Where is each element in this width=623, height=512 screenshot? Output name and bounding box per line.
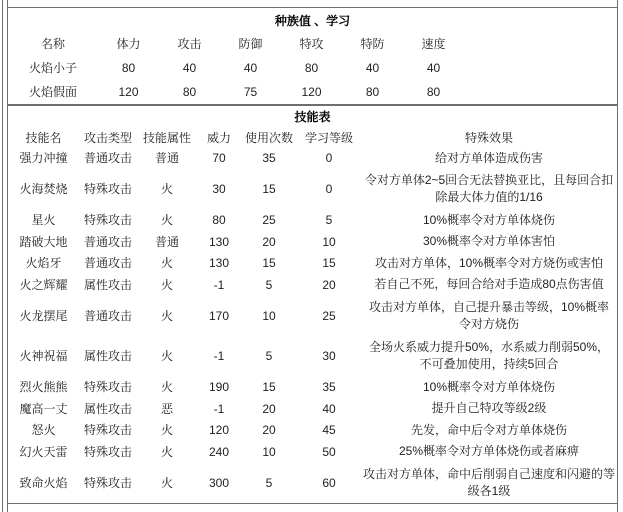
skills-row (8, 148, 617, 169)
power-cell: 190 (208, 380, 230, 395)
skills-row (8, 210, 617, 231)
learn-level-cell: 0 (325, 151, 333, 166)
skills-row (8, 274, 617, 295)
stats-cell-value: 75 (243, 85, 258, 100)
skills-column-header: 威力 (206, 130, 231, 145)
attack-type-cell: 普通攻击 (83, 234, 132, 249)
power-cell: 170 (208, 308, 230, 323)
stats-column-header: 体力 (116, 36, 141, 51)
attack-type-cell: 特殊攻击 (83, 475, 132, 490)
stats-section-title: 种族值 、学习 (274, 13, 351, 28)
stats-cell-name: 火焰假面 (28, 85, 77, 100)
stats-cell-value: 120 (301, 85, 322, 100)
attack-type-cell: 属性攻击 (83, 277, 132, 292)
stats-cell-name: 火焰小子 (28, 61, 77, 76)
skills-column-header: 技能名 (25, 130, 62, 145)
stats-row-filler (464, 56, 617, 80)
page-left-rule (2, 0, 3, 512)
uses-cell: 20 (262, 423, 276, 438)
learn-level-cell: 60 (322, 475, 336, 490)
stats-cell-value: 80 (121, 61, 136, 76)
uses-cell: 5 (265, 277, 273, 292)
stats-column-header: 攻击 (177, 36, 202, 51)
skills-row (8, 462, 617, 503)
special-effect-cell: 25%概率令对方单体烧伤或者麻痹 (398, 444, 580, 459)
skills-row (8, 169, 617, 210)
attack-type-cell: 特殊攻击 (83, 380, 132, 395)
power-cell: -1 (213, 277, 225, 292)
learn-level-cell: 25 (322, 308, 336, 323)
special-effect-cell: 10%概率令对方单体烧伤 (422, 212, 556, 227)
stats-cell-value: 120 (118, 85, 139, 100)
skill-element-cell: 火 (160, 380, 173, 395)
stats-cell-value: 40 (426, 61, 441, 76)
skills-row (8, 419, 617, 440)
attack-type-cell: 属性攻击 (83, 349, 132, 364)
attack-type-cell: 特殊攻击 (83, 182, 132, 197)
learn-level-cell: 20 (322, 277, 336, 292)
skill-element-cell: 恶 (160, 401, 173, 416)
stats-table (8, 7, 617, 105)
learn-level-cell: 10 (322, 234, 336, 249)
skill-element-cell: 普通 (154, 234, 179, 249)
skill-name-cell: 火之辉耀 (19, 277, 68, 292)
skill-element-cell: 普通 (154, 151, 179, 166)
stats-cell-value: 80 (426, 85, 441, 100)
special-effect-cell: 先发，命中后令对方单体烧伤 (410, 422, 567, 437)
skills-row (8, 295, 617, 336)
stats-cell-value: 80 (182, 85, 197, 100)
stats-header-filler (464, 32, 617, 56)
stats-cell-value: 40 (243, 61, 258, 76)
power-cell: 30 (212, 182, 226, 197)
skill-element-cell: 火 (160, 256, 173, 271)
skill-name-cell: 火龙摆尾 (19, 308, 68, 323)
power-cell: -1 (213, 401, 225, 416)
power-cell: 80 (212, 213, 226, 228)
attack-type-cell: 属性攻击 (83, 401, 132, 416)
stats-cell-value: 40 (365, 61, 380, 76)
skill-element-cell: 火 (160, 423, 173, 438)
power-cell: 130 (208, 234, 230, 249)
skill-name-cell: 致命火焰 (19, 475, 68, 490)
attack-type-cell: 特殊攻击 (83, 213, 132, 228)
learn-level-cell: 0 (325, 182, 333, 197)
skill-element-cell: 火 (160, 277, 173, 292)
skills-section-title: 技能表 (294, 110, 331, 125)
skills-row (8, 398, 617, 419)
special-effect-cell: 攻击对方单体，10%概率令对方烧伤或害怕 (374, 255, 604, 270)
learn-level-cell: 50 (322, 444, 336, 459)
skill-name-cell: 幻火天雷 (19, 444, 68, 459)
skills-title-row (8, 106, 617, 128)
stats-row (8, 80, 617, 104)
learn-level-cell: 40 (322, 401, 336, 416)
stats-row-filler (464, 80, 617, 104)
skill-name-cell: 星火 (31, 213, 56, 228)
skill-name-cell: 踏破大地 (19, 234, 68, 249)
uses-cell: 20 (262, 234, 276, 249)
skill-element-cell: 火 (160, 308, 173, 323)
attack-type-cell: 普通攻击 (83, 256, 132, 271)
top-strip (8, 0, 617, 7)
uses-cell: 5 (265, 475, 273, 490)
learn-level-cell: 15 (322, 256, 336, 271)
special-effect-cell: 提升自己特攻等级2级 (431, 401, 547, 416)
stats-column-header: 防御 (238, 36, 263, 51)
stats-column-header: 速度 (421, 36, 446, 51)
learn-level-cell: 5 (325, 213, 333, 228)
uses-cell: 15 (262, 256, 276, 271)
skill-name-cell: 火焰牙 (25, 256, 62, 271)
skills-column-header: 攻击类型 (83, 130, 132, 145)
power-cell: 70 (212, 151, 226, 166)
content-panel (7, 0, 618, 512)
special-effect-cell: 给对方单体造成伤害 (434, 150, 543, 165)
special-effect-cell: 令对方单体2~5回合无法替换亚比，且每回合扣除最大体力值的1/16 (364, 173, 614, 205)
special-effect-cell: 30%概率令对方单体害怕 (422, 234, 556, 249)
skills-row (8, 253, 617, 274)
power-cell: 130 (208, 256, 230, 271)
stats-header-row (8, 32, 617, 56)
special-effect-cell: 10%概率令对方单体烧伤 (422, 379, 556, 394)
skills-column-header: 特殊效果 (464, 130, 513, 145)
power-cell: 300 (208, 475, 230, 490)
uses-cell: 15 (262, 182, 276, 197)
power-cell: 240 (208, 444, 230, 459)
skills-row (8, 441, 617, 462)
power-cell: -1 (213, 349, 225, 364)
learn-level-cell: 35 (322, 380, 336, 395)
learn-level-cell: 45 (322, 423, 336, 438)
skills-header-row (8, 127, 617, 147)
uses-cell: 5 (265, 349, 273, 364)
learn-level-cell: 30 (322, 349, 336, 364)
power-cell: 120 (208, 423, 230, 438)
stats-row (8, 56, 617, 80)
skill-element-cell: 火 (160, 475, 173, 490)
special-effect-cell: 全场火系威力提升50%，水系威力削弱50%，不可叠加使用，持续5回合 (368, 340, 610, 372)
skill-element-cell: 火 (160, 213, 173, 228)
skills-row (8, 336, 617, 377)
attack-type-cell: 普通攻击 (83, 151, 132, 166)
skill-name-cell: 烈火熊熊 (19, 380, 68, 395)
uses-cell: 25 (262, 213, 276, 228)
skills-row (8, 377, 617, 398)
uses-cell: 20 (262, 401, 276, 416)
uses-cell: 15 (262, 380, 276, 395)
skill-element-cell: 火 (160, 349, 173, 364)
skills-column-header: 学习等级 (304, 130, 353, 145)
stats-column-header: 名称 (40, 36, 65, 51)
uses-cell: 35 (262, 151, 276, 166)
skills-row (8, 231, 617, 252)
skill-name-cell: 火神祝福 (19, 349, 68, 364)
stats-column-header: 特防 (360, 36, 385, 51)
stats-title-row (8, 8, 617, 32)
skill-element-cell: 火 (160, 182, 173, 197)
stats-column-header: 特攻 (299, 36, 324, 51)
skill-name-cell: 魔高一丈 (19, 401, 68, 416)
special-effect-cell: 攻击对方单体，命中后削弱自己速度和闪避的等级各1级 (363, 466, 616, 498)
special-effect-cell: 若自己不死，每回合给对手造成80点伤害值 (374, 277, 604, 292)
attack-type-cell: 特殊攻击 (83, 423, 132, 438)
skill-name-cell: 强力冲撞 (19, 151, 68, 166)
special-effect-cell: 攻击对方单体，自己提升暴击等级，10%概率令对方烧伤 (368, 299, 610, 331)
skill-name-cell: 怒火 (31, 423, 56, 438)
attack-type-cell: 普通攻击 (83, 308, 132, 323)
skill-element-cell: 火 (160, 444, 173, 459)
stats-cell-value: 80 (365, 85, 380, 100)
skills-column-header: 使用次数 (244, 130, 293, 145)
skills-column-header: 技能属性 (142, 130, 191, 145)
skill-name-cell: 火海焚烧 (19, 182, 68, 197)
stats-cell-value: 40 (182, 61, 197, 76)
skills-table (8, 105, 617, 504)
uses-cell: 10 (262, 308, 276, 323)
attack-type-cell: 特殊攻击 (83, 444, 132, 459)
stats-cell-value: 80 (304, 61, 319, 76)
uses-cell: 10 (262, 444, 276, 459)
